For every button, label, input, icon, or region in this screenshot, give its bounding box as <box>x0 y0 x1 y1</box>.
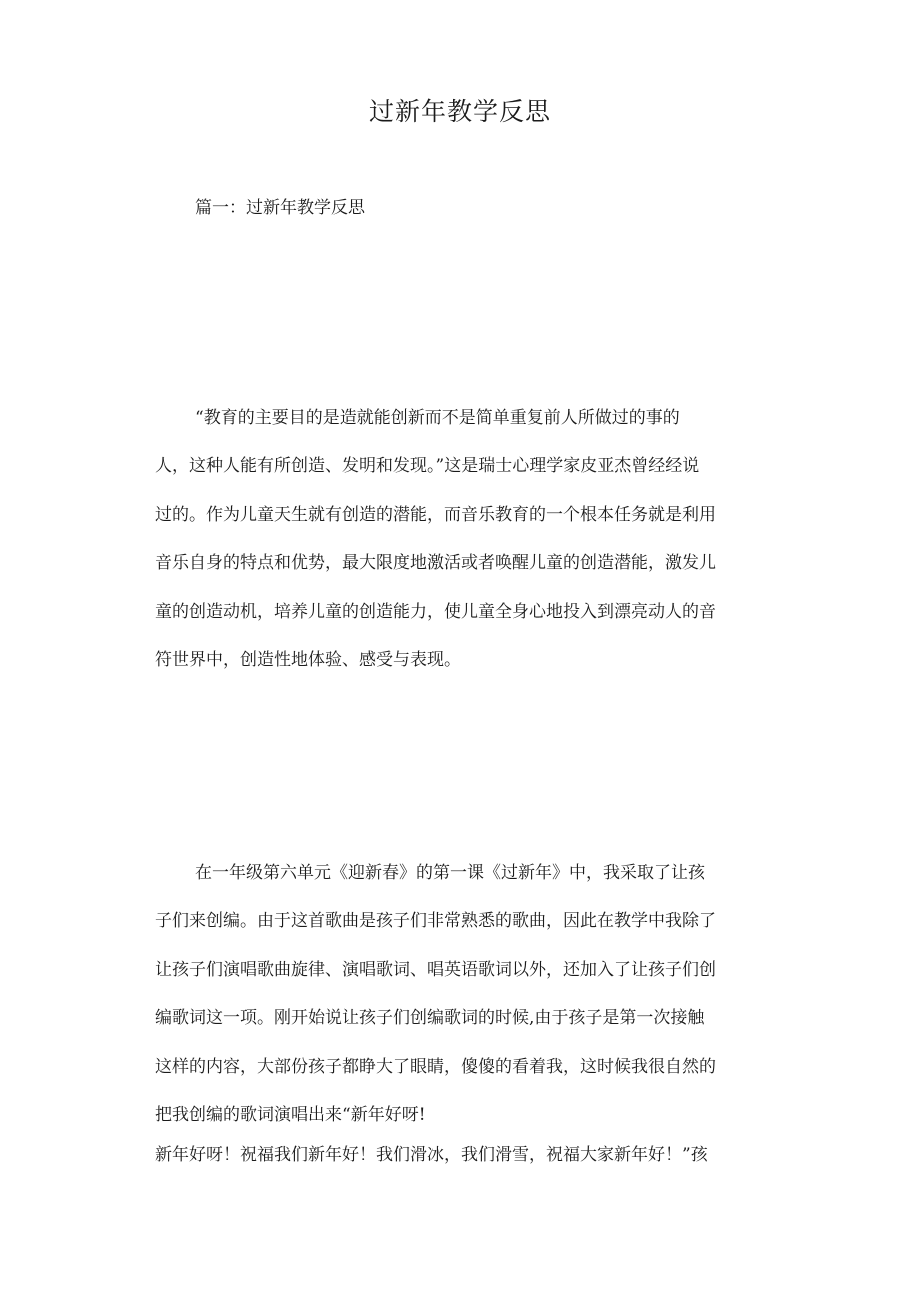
paragraph-line: 这样的内容，大部份孩子都睁大了眼睛，傻傻的看着我，这时候我很自然的 <box>155 1056 716 1077</box>
paragraph-line: “教育的主要目的是造就能创新而不是简单重复前人所做过的事的 <box>195 408 680 428</box>
paragraph-line: 让孩子们演唱歌曲旋律、演唱歌词、唱英语歌词以外，还加入了让孩子们创 <box>155 959 716 980</box>
paragraph-line: 人，这种人能有所创造、发明和发现。”这是瑞士心理学家皮亚杰曾经经说 <box>155 456 700 477</box>
paragraph-line: 新年好呀！祝福我们新年好！我们滑冰，我们滑雪，祝福大家新年好！”孩 <box>155 1144 708 1165</box>
paragraph-line: 符世界中，创造性地体验、感受与表现。 <box>155 649 461 670</box>
paragraph-line: 在一年级第六单元《迎新春》的第一课《过新年》中，我采取了让孩 <box>195 863 705 883</box>
paragraph-2 <box>155 861 769 1191</box>
paragraph-line: 音乐自身的特点和优势，最大限度地激活或者唤醒儿童的创造潜能，激发儿 <box>155 553 716 574</box>
section-heading: 篇一：过新年教学反思 <box>195 198 365 218</box>
paragraph-1 <box>155 406 769 696</box>
paragraph-line: 过的。作为儿童天生就有创造的潜能，而音乐教育的一个根本任务就是利用 <box>155 504 716 525</box>
paragraph-line: 童的创造动机，培养儿童的创造能力，使儿童全身心地投入到漂亮动人的音 <box>155 601 716 622</box>
paragraph-line: 把我创编的歌词演唱出来“新年好呀! <box>155 1104 426 1125</box>
paragraph-line: 子们来创编。由于这首歌曲是孩子们非常熟悉的歌曲，因此在教学中我除了 <box>155 911 716 932</box>
paragraph-line: 编歌词这一项。刚开始说让孩子们创编歌词的时候,由于孩子是第一次接触 <box>155 1008 705 1029</box>
document-title: 过新年教学反思 <box>368 97 551 126</box>
